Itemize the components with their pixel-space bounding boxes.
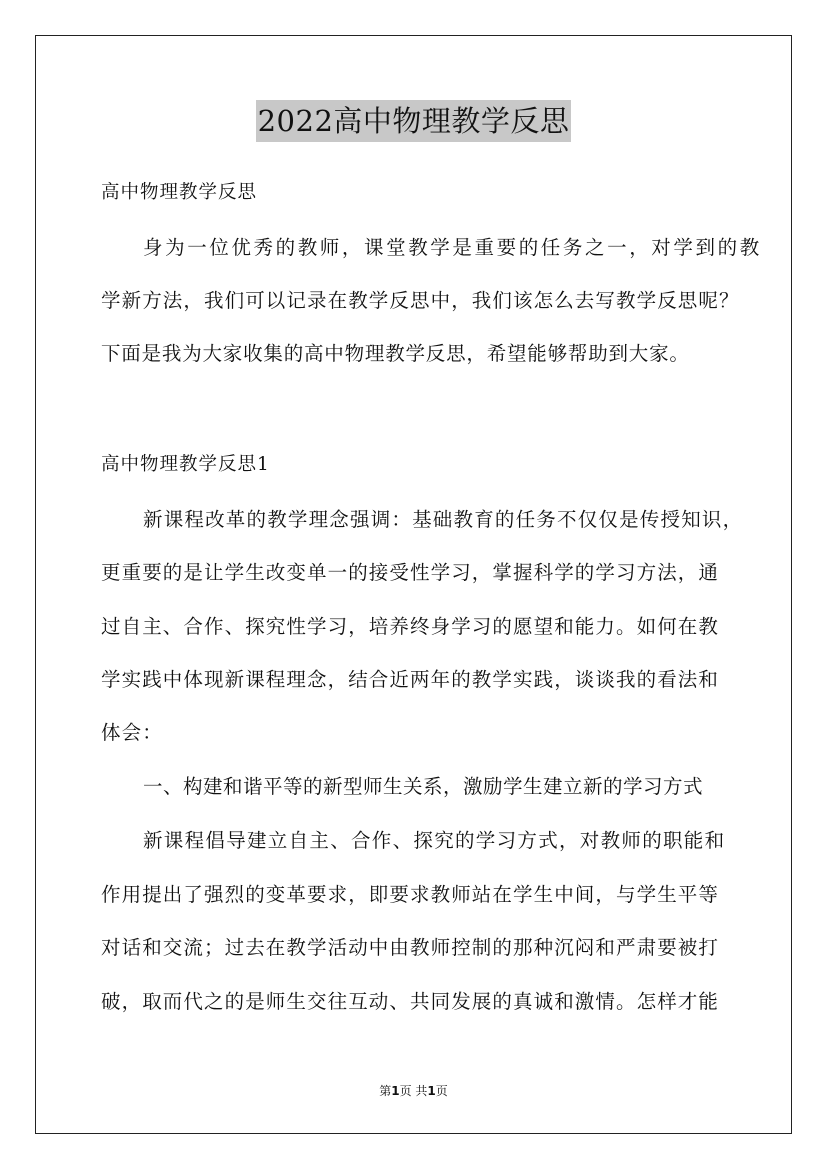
subsection-heading: 一、构建和谐平等的新型师生关系，激励学生建立新的学习方式 (143, 775, 704, 798)
text-line: 过自主、合作、探究性学习，培养终身学习的愿望和能力。如何在教 (101, 615, 720, 638)
text-line: 体会： (101, 721, 163, 744)
text-line: 身为一位优秀的教师，课堂教学是重要的任务之一，对学到的教 (143, 236, 762, 259)
text-line: 更重要的是让学生改变单一的接受性学习，掌握科学的学习方法，通 (101, 561, 720, 584)
text-line: 下面是我为大家收集的高中物理教学反思，希望能够帮助到大家。 (101, 342, 690, 365)
document-title: 2022高中物理教学反思 (256, 100, 572, 142)
footer-page-total: 1 (427, 1084, 436, 1098)
footer-page-prefix: 第 (379, 1084, 392, 1098)
text-line: 新课程倡导建立自主、合作、探究的学习方式，对教师的职能和 (143, 829, 726, 852)
page-footer (0, 1083, 827, 1099)
section-heading: 高中物理教学反思 (101, 182, 258, 203)
section-heading: 高中物理教学反思1 (101, 454, 270, 475)
text-line: 学实践中体现新课程理念，结合近两年的教学实践，谈谈我的看法和 (101, 668, 720, 691)
text-line: 学新方法，我们可以记录在教学反思中，我们该怎么去写教学反思呢？ (101, 289, 740, 312)
text-line: 破，取而代之的是师生交往互动、共同发展的真诚和激情。怎样才能 (101, 990, 720, 1013)
text-line: 新课程改革的教学理念强调：基础教育的任务不仅仅是传授知识， (143, 508, 744, 531)
footer-page-current: 1 (391, 1084, 400, 1098)
footer-page-suffix: 页 (435, 1084, 448, 1098)
text-line: 作用提出了强烈的变革要求，即要求教师站在学生中间，与学生平等 (101, 883, 720, 906)
title-wrap (0, 100, 827, 142)
footer-page-mid: 页 共 (399, 1084, 428, 1098)
text-line: 对话和交流；过去在教学活动中由教师控制的那种沉闷和严肃要被打 (101, 936, 720, 959)
